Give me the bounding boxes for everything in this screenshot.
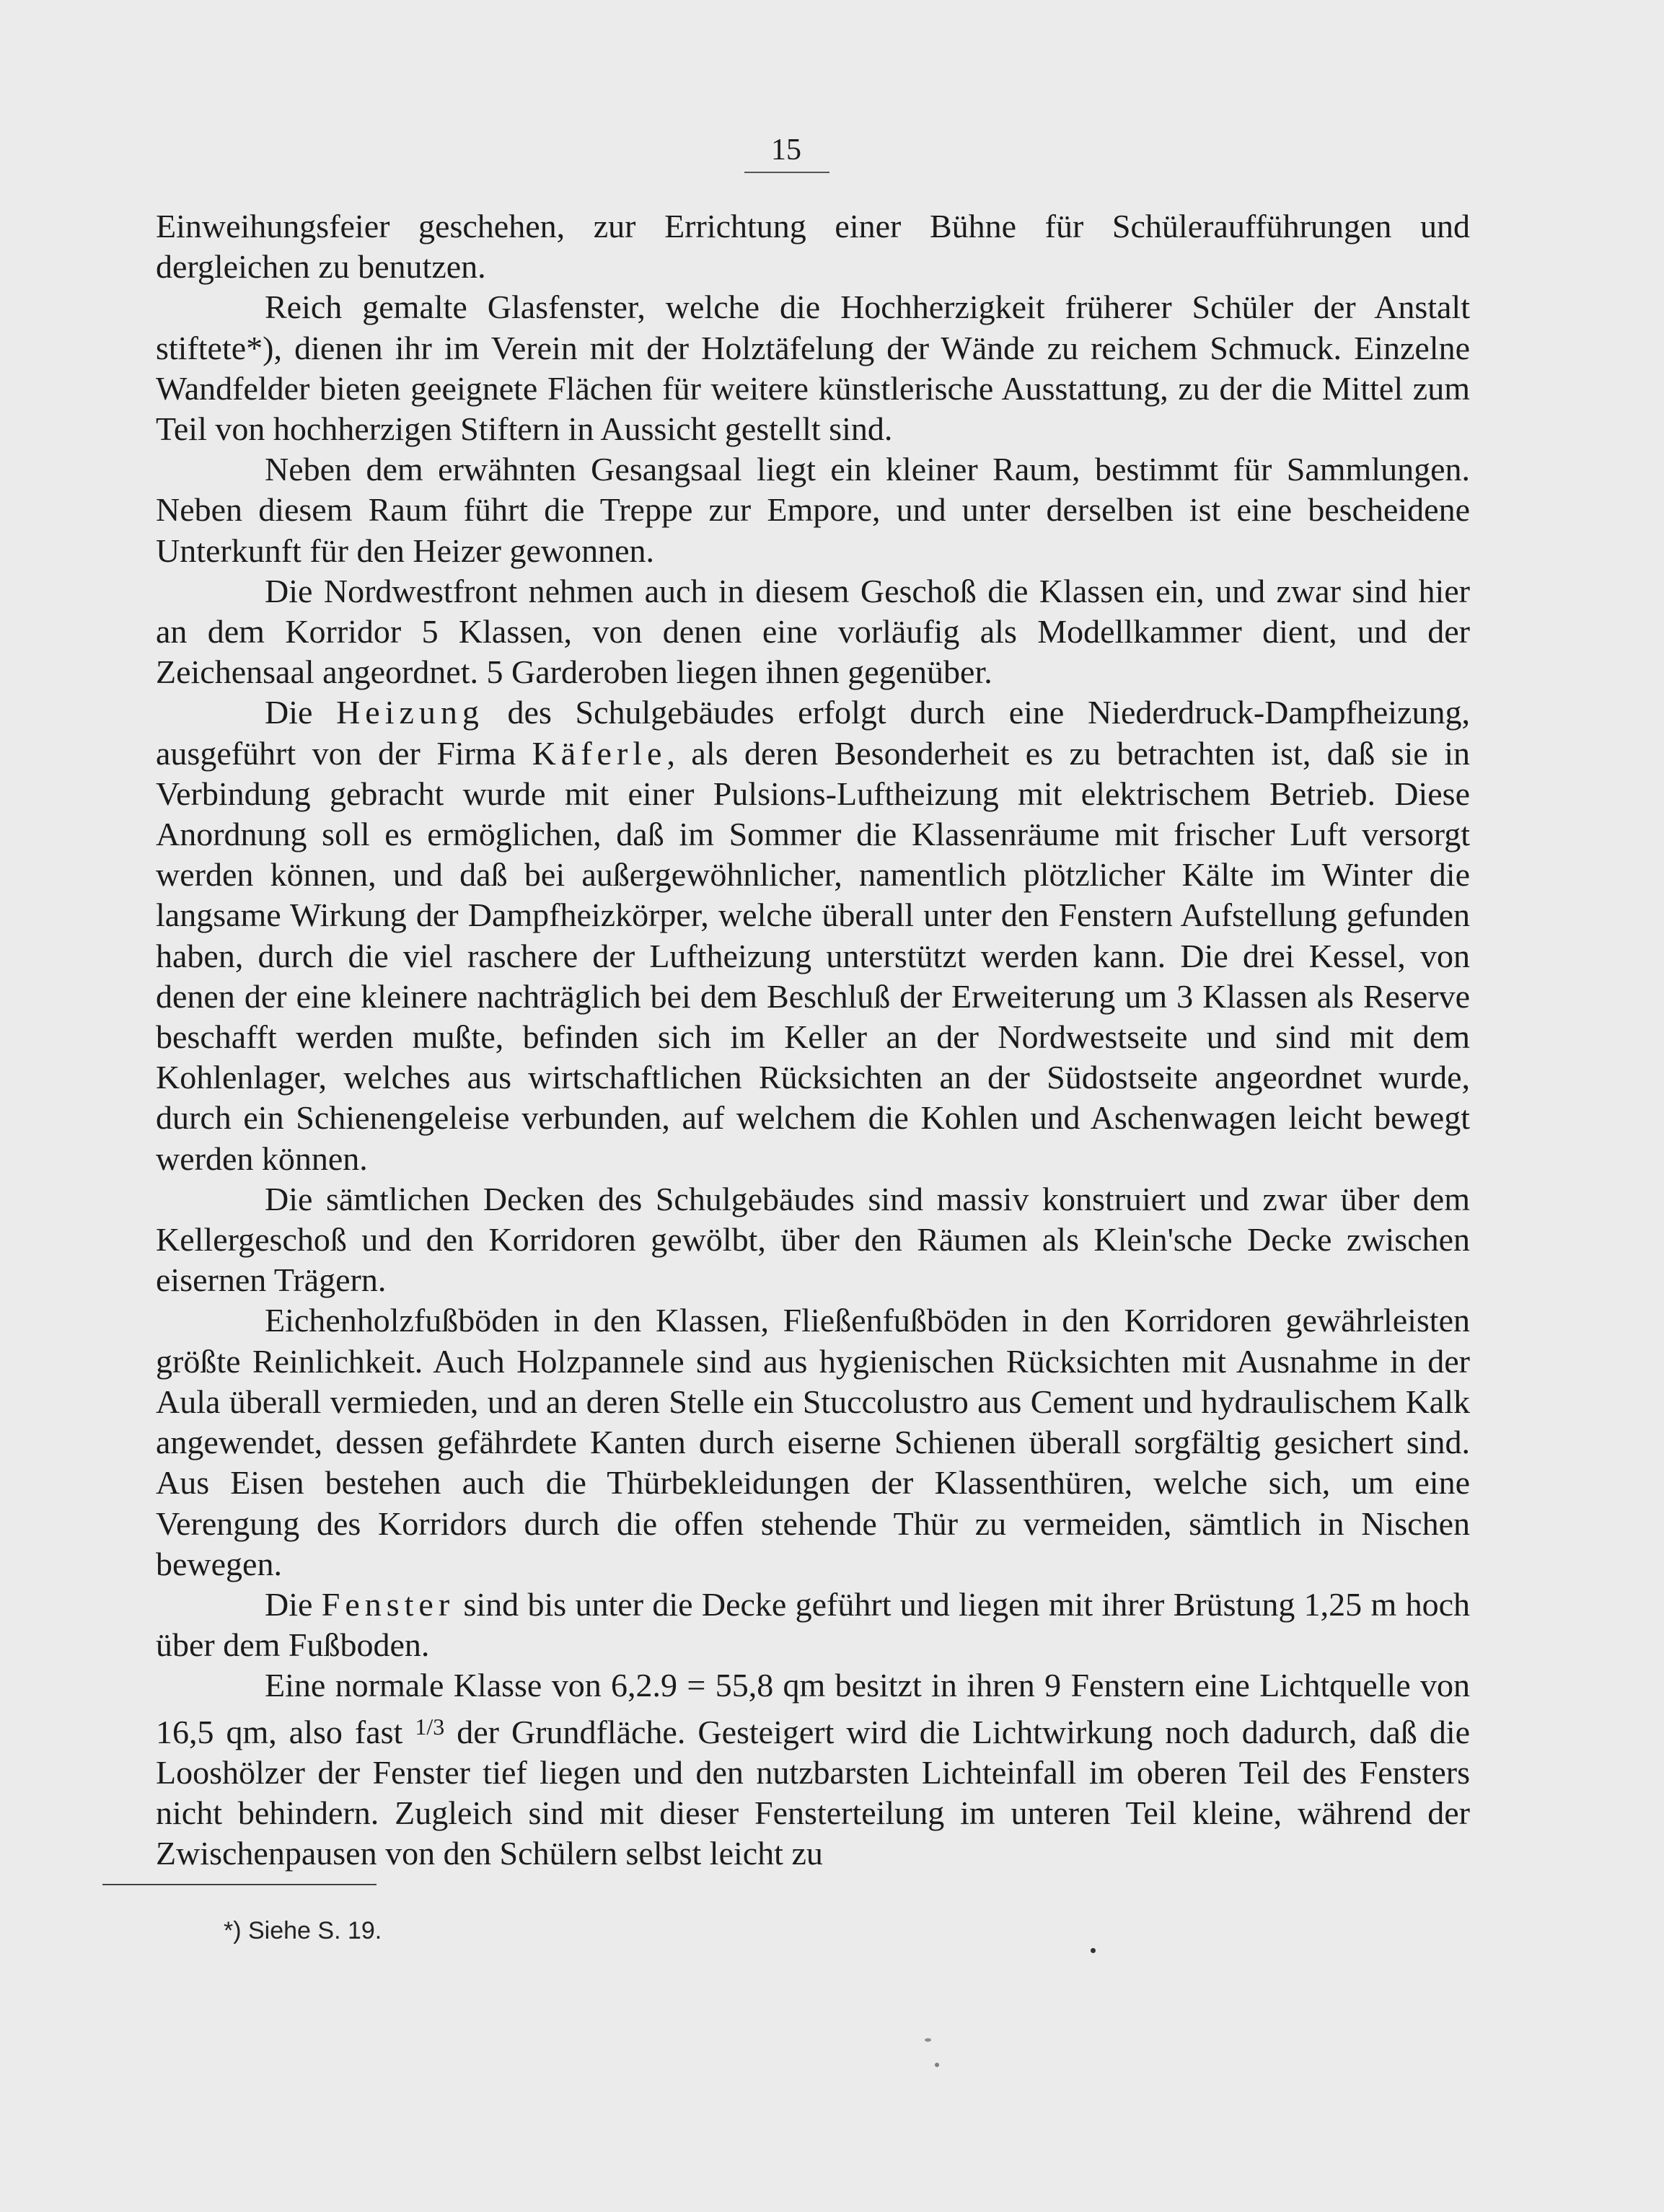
- print-speck: [925, 2038, 931, 2042]
- footnote-rule: [102, 1884, 377, 1885]
- text-run: Einweihungsfeier geschehen, zur Errichtung einer Bühne für Schüleraufführungen und dergleichen zu benutzen.: [156, 208, 1470, 286]
- body-text: [156, 206, 1470, 1874]
- paragraph: [156, 692, 1470, 1178]
- text-run: , als deren Besonderheit es zu betrachten ist, daß sie in Verbindung gebracht wurde mit einer Pulsions-Luftheizung mit elektrischem Betrieb. Diese Anordnung soll es ermöglichen, daß im Sommer die Klassenräume mit frischer Luft versorgt werden können, und daß bei außergewöhnlicher, namentlich plötzlicher Kälte im Winter die langsame Wirkung der Dampfheizkörper, welche überall unter den Fenstern Aufstellung gefunden haben, durch die viel raschere der Luftheizung unterstützt werden kann. Die drei Kessel, von denen der eine kleinere nachträglich bei dem Beschluß der Erweiterung um 3 Klassen als Reserve beschafft werden mußte, befinden sich im Keller an der Nordwestseite und sind mit dem Kohlenlager, welches aus wirtschaftlichen Rücksichten an der Südostseite angeordnet wurde, durch ein Schienengeleise verbunden, auf welchem die Kohlen und Aschenwagen leicht bewegt werden können.: [156, 734, 1470, 1177]
- emphasized-term: Heizung: [336, 694, 484, 731]
- paragraph: [156, 449, 1470, 571]
- text-run: Die: [265, 694, 337, 731]
- text-run: Die sämtlichen Decken des Schulgebäudes sind massiv konstruiert und zwar über dem Kellergeschoß und den Korridoren gewölbt, über den Räumen als Klein'sche Decke zwischen eisernen Trägern.: [156, 1180, 1470, 1299]
- text-run: sind bis unter die Decke geführt und liegen mit ihrer Brüstung 1,25 m hoch über dem Fußboden.: [156, 1585, 1470, 1664]
- paragraph: [156, 571, 1470, 693]
- paragraph: [156, 1665, 1470, 1874]
- paragraph: [156, 1300, 1470, 1584]
- page-number: 15: [771, 133, 801, 167]
- footnote: *) Siehe S. 19.: [224, 1917, 382, 1944]
- paragraph: [156, 1179, 1470, 1301]
- text-run: Eine normale Klasse von 6,2.9 = 55,8 qm besitzt in ihren 9 Fenstern eine Lichtquelle von 16,5 qm, also fast: [156, 1667, 1470, 1750]
- paragraph: [156, 1585, 1470, 1665]
- text-run: Reich gemalte Glasfenster, welche die Hochherzigkeit früherer Schüler der Anstalt stiftete*), dienen ihr im Verein mit der Holztäfelung der Wände zu reichem Schmuck. Einzelne Wandfelder bieten geeignete Flächen für weitere künstlerische Ausstattung, zu der die Mittel zum Teil von hochherzigen Stiftern in Aussicht gestellt sind.: [156, 288, 1470, 448]
- text-run: Neben dem erwähnten Gesangsaal liegt ein kleiner Raum, bestimmt für Sammlungen. Neben diesem Raum führt die Treppe zur Empore, und unter derselben ist eine bescheidene Unterkunft für den Heizer gewonnen.: [156, 451, 1470, 569]
- page-number-rule: [744, 172, 829, 173]
- print-speck: [1091, 1948, 1096, 1953]
- paragraph: [156, 287, 1470, 449]
- text-run: der Grundfläche. Gesteigert wird die Lichtwirkung noch dadurch, daß die Looshölzer der Fenster tief liegen und den nutzbarsten Lichteinfall im oberen Teil des Fensters nicht behindern. Zugleich sind mit dieser Fensterteilung im unteren Teil kleine, während der Zwischenpausen von den Schülern selbst leicht zu: [156, 1713, 1471, 1872]
- emphasized-term: Fenster: [321, 1585, 455, 1623]
- text-run: des Schulgebäudes erfolgt durch eine Niederdruck-Dampfheizung, ausgeführt von der Firma: [156, 694, 1470, 772]
- text-run: Die Nordwestfront nehmen auch in diesem Geschoß die Klassen ein, und zwar sind hier an dem Korridor 5 Klassen, von denen eine vorläufig als Modellkammer dient, und der Zeichensaal angeordnet. 5 Garderoben liegen ihnen gegenüber.: [156, 572, 1470, 691]
- paragraph: [156, 206, 1470, 287]
- fraction: 1/3: [415, 1713, 445, 1740]
- text-run: Eichenholzfußböden in den Klassen, Fließenfußböden in den Korridoren gewährleisten größte Reinlichkeit. Auch Holzpannele sind aus hygienischen Rücksichten mit Ausnahme in der Aula überall vermieden, und an deren Stelle ein Stuccolustro aus Cement und hydraulischem Kalk angewendet, dessen gefährdete Kanten durch eiserne Schienen überall sorgfältig gesichert sind. Aus Eisen bestehen auch die Thürbekleidungen der Klassenthüren, welche sich, um eine Verengung des Korridors durch die offen stehende Thür zu vermeiden, sämtlich in Nischen bewegen.: [156, 1302, 1470, 1582]
- emphasized-term: Käferle: [532, 734, 667, 772]
- print-speck: [935, 2063, 939, 2067]
- text-run: Die: [265, 1585, 322, 1623]
